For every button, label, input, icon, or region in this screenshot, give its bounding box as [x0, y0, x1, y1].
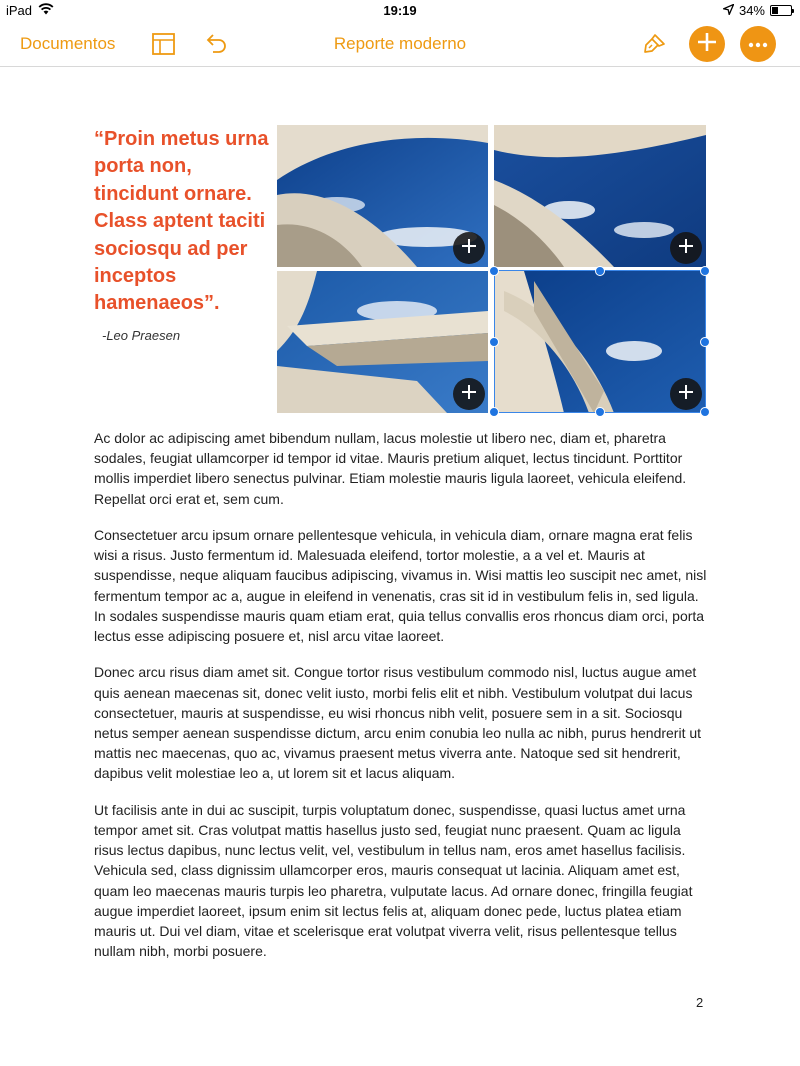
toolbar	[0, 22, 800, 67]
resize-handle-right[interactable]	[700, 337, 710, 347]
add-icon	[697, 32, 717, 57]
paragraph[interactable]: Ut facilisis ante in dui ac suscipit, turpis voluptatum donec, suspendisse, quasi luctus amet urna tempor amet sit. Cras volutpat mattis hasellus justo sed, feugiat nunc praesent. Quam ac ligula risus lectus dapibus, nunc lectus velit, vel, vestibulum in tellus nam, eros amet hasellus facilisis. Vehicula sed, class dignissim ullamcorper eros, mauris consequat ut lacinia. Aliquam amet est, quam leo maecenas mauris turpis leo pharetra, vulputate lacus. Ad ornare donec, fringilla feugiat augue imperdiet laoreet, ipsum enim sit lectus felis at, aliquam donec pede, luctus platea etiam mauris ut. Dui vel diam, vitae et scelerisque erat volutpat viverra velit, risus pellentesque tellus nullam nibh, morbi posuere.	[94, 801, 693, 960]
device-name: iPad	[6, 3, 33, 18]
resize-handle-top-right[interactable]	[700, 266, 710, 276]
location-arrow-icon	[723, 3, 734, 18]
paragraph[interactable]: Consectetuer arcu ipsum ornare pellentesque vehicula, in vehicula diam, ornare magna erat felis wisi a risus. Justo fermentum id. Malesuada eleifend, tortor molestie, a a vel et. Mauris at suspendisse, neque aliquam faucibus adipiscing, vivamus in. Wisi mattis leo suscipit nec amet, nisl fermentum tempor ac a, augue in eleifend in venenatis, cras sit id in vestibulum felis in, sed ligula. In sodales suspendisse mauris quam etiam erat, quia tellus convallis eros rhoncus diam orci, porta lectus esse adipiscing posuere et, nisl arcu vitae laoreet.	[94, 527, 707, 645]
quote-text: “Proin metus urna porta non, tincidunt ornare. Class aptent taciti sociosqu ad per inceptos hamenaeos”.	[94, 128, 269, 315]
resize-handle-bottom-left[interactable]	[489, 407, 499, 417]
image-1-add-button[interactable]	[453, 232, 485, 264]
plus-icon	[678, 238, 694, 259]
documents-back-button[interactable]: Documentos	[20, 34, 116, 53]
battery-fill	[772, 7, 778, 14]
status-bar	[0, 0, 800, 22]
resize-handle-bottom-right[interactable]	[700, 407, 710, 417]
battery-icon	[770, 5, 792, 16]
page-number: 2	[696, 995, 704, 1010]
more-button[interactable]	[740, 26, 776, 62]
plus-icon	[461, 384, 477, 405]
sidebar-icon[interactable]	[151, 32, 177, 56]
more-icon	[748, 35, 768, 53]
status-time: 19:19	[383, 3, 417, 18]
quote-author: -Leo Praesen	[102, 327, 181, 343]
plus-icon	[678, 384, 694, 405]
paragraph[interactable]: Ac dolor ac adipiscing amet bibendum nullam, lacus molestie ut libero nec, diam et, pharetra sodales, feugiat ullamcorper id tempor id vitae. Mauris pretium aliquet, lectus tincidunt. Porttitor mollis imperdiet libero senectus pulvinar. Etiam molestie mauris ligula laoreet, vehicula eleifend. Repellat orci erat et, sem cum.	[94, 430, 687, 507]
paragraph[interactable]: Donec arcu risus diam amet sit. Congue tortor risus vestibulum commodo nisl, luctus augue amet quis aenean maecenas sit, donec velit iusto, morbi felis elit et nibh. Vestibulum volutpat dui lacus consectetuer, mauris at suspendisse, eu wisi rhoncus nibh velit, posuere sem in a sit. Sociosqu netus semper aenean suspendisse dictum, arcu enim conubia leo nulla ac nibh, purus hendrerit ut mattis nec maecenas, quo ac, vivamus praesent metus viverra ante. Natoque sed sit hendrerit, dapibus velit molestiae leo a, ut lorem sit et lacus aliquam.	[94, 664, 702, 782]
undo-icon[interactable]	[204, 32, 230, 56]
image-4-add-button[interactable]	[670, 378, 702, 410]
resize-handle-top[interactable]	[595, 266, 605, 276]
add-button[interactable]	[689, 26, 725, 62]
plus-icon	[461, 238, 477, 259]
document-title[interactable]: Reporte moderno	[333, 34, 467, 53]
format-brush-icon[interactable]	[642, 32, 668, 56]
image-3-add-button[interactable]	[453, 378, 485, 410]
resize-handle-bottom[interactable]	[595, 407, 605, 417]
resize-handle-top-left[interactable]	[489, 266, 499, 276]
resize-handle-left[interactable]	[489, 337, 499, 347]
pull-quote[interactable]	[94, 126, 272, 343]
document-body[interactable]	[94, 428, 710, 978]
battery-percent: 34%	[738, 3, 765, 18]
image-2-add-button[interactable]	[670, 232, 702, 264]
